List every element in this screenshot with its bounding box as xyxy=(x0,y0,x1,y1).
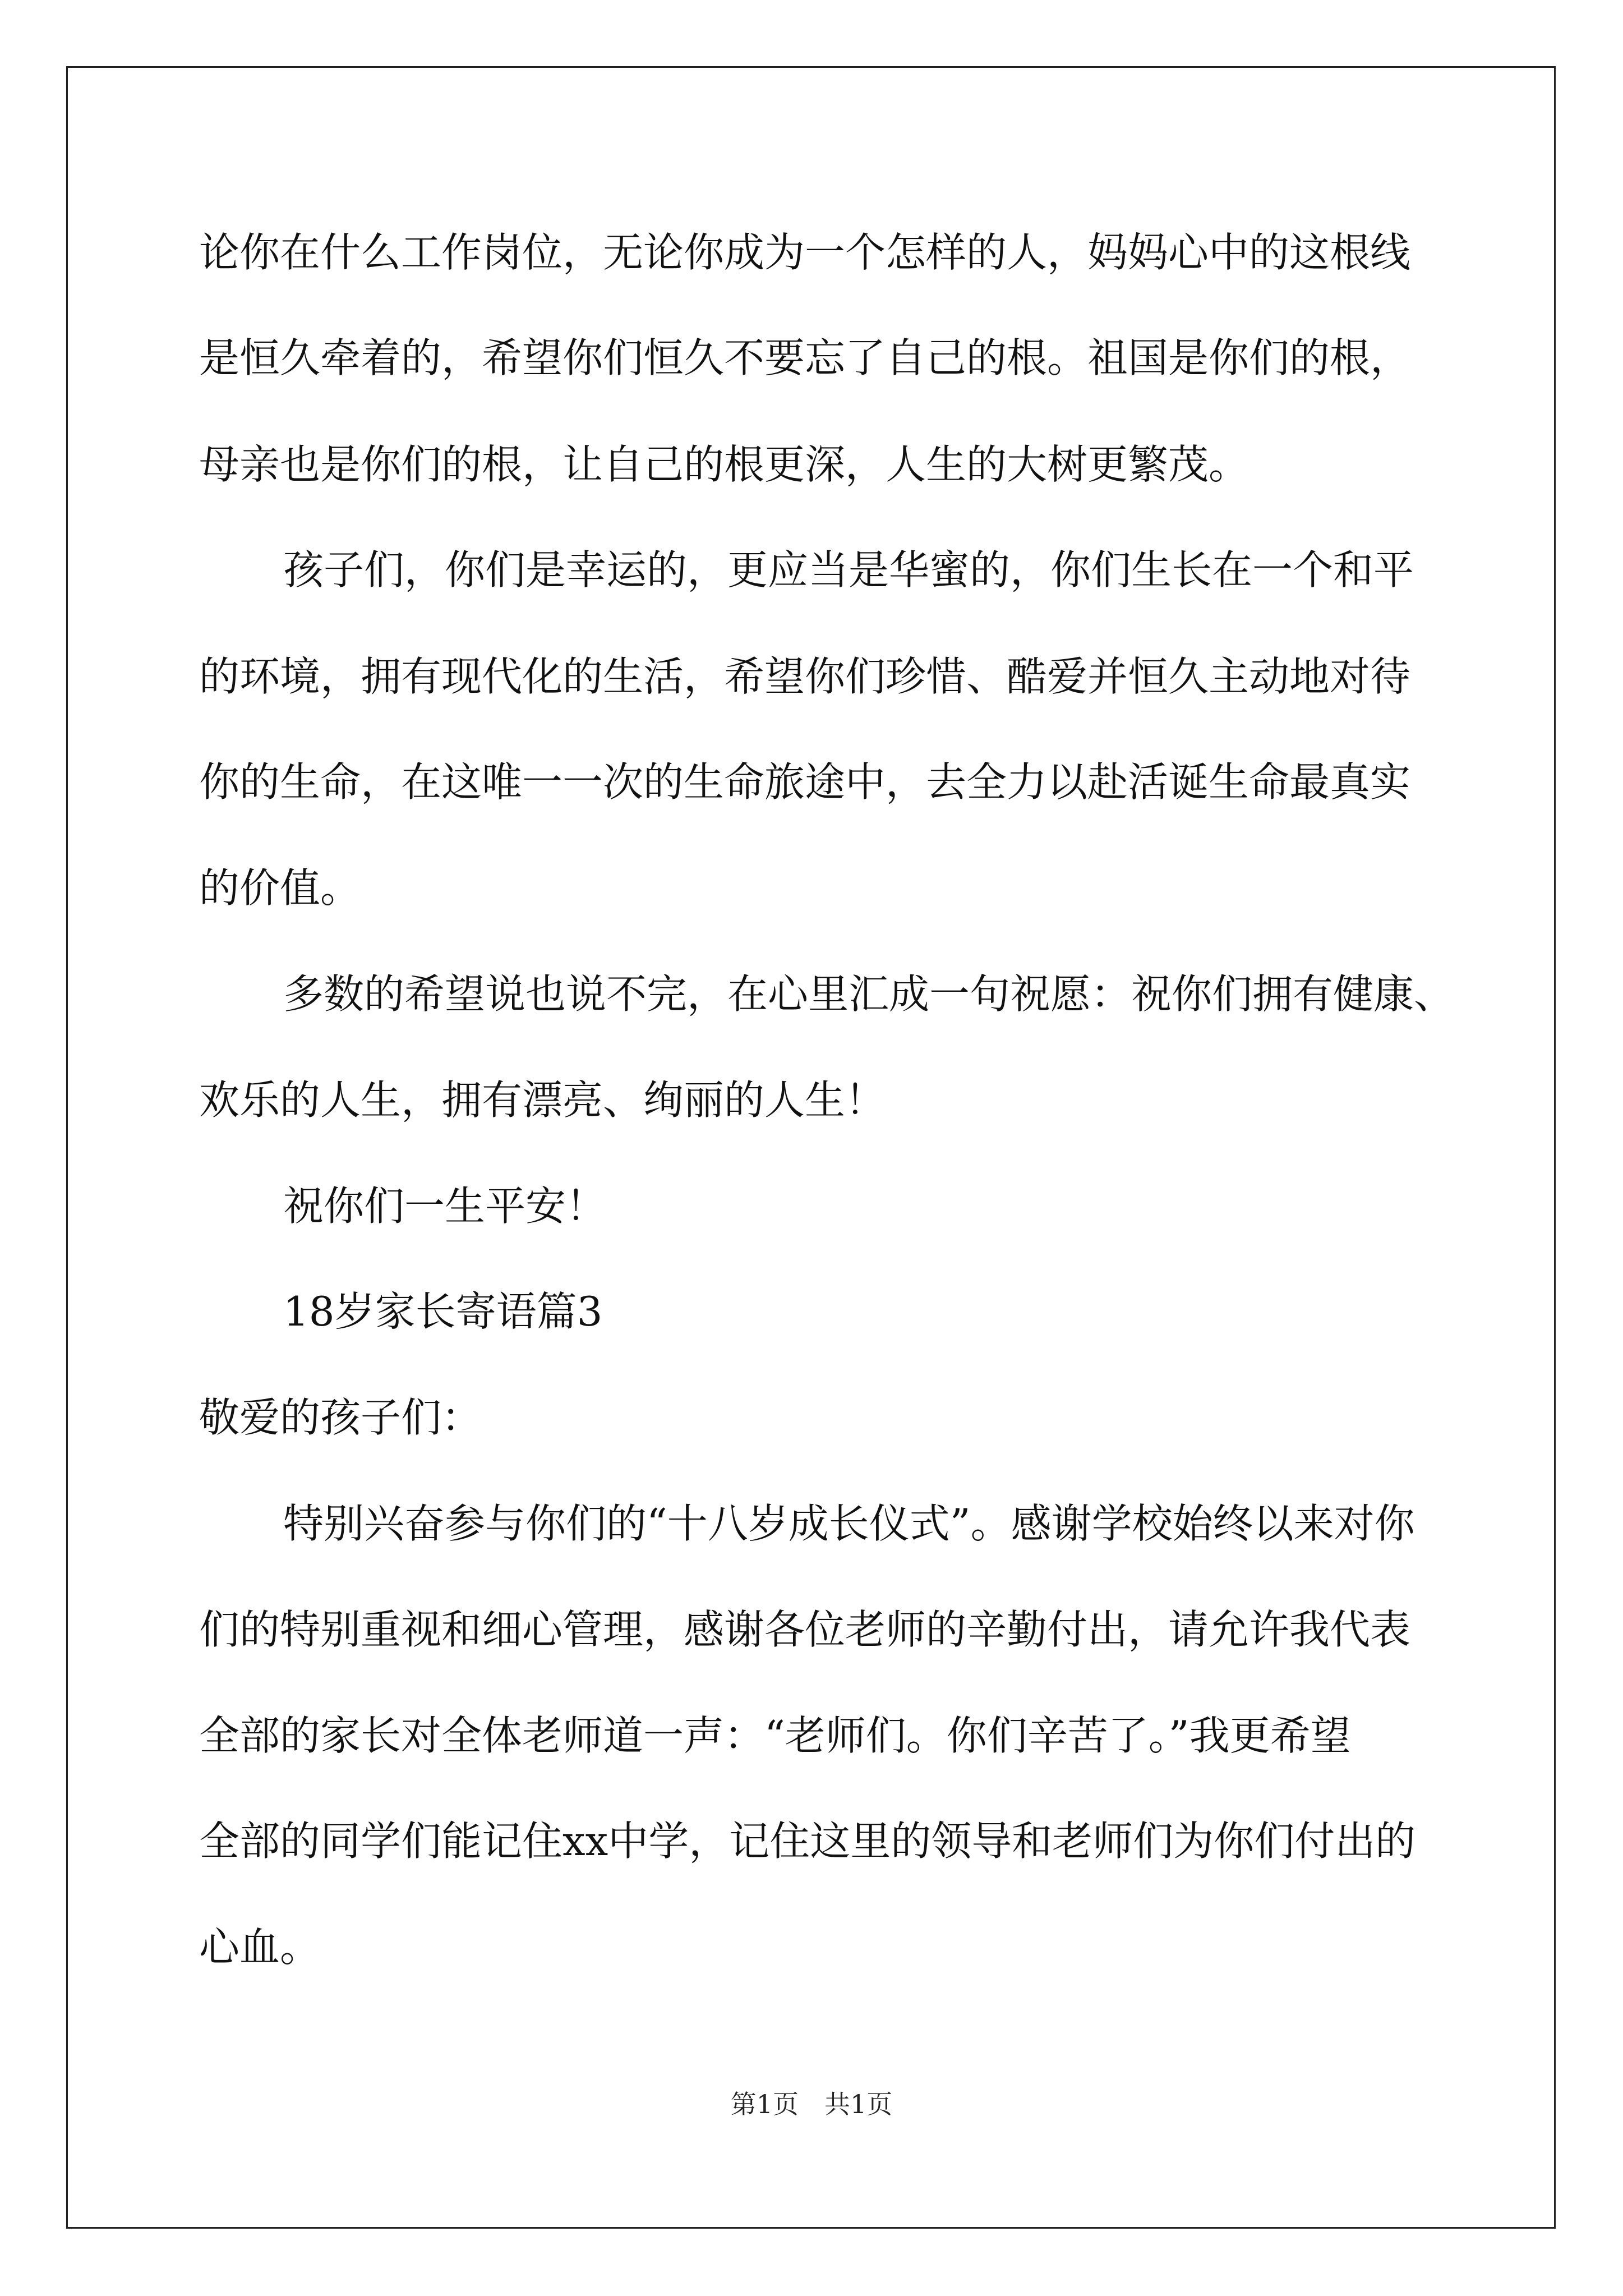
salutation: 敬爱的孩子们： xyxy=(199,1394,482,1441)
body-line: 全部的同学们能记住xx中学，记住这里的领导和老师们为你们付出的 xyxy=(199,1818,1416,1865)
body-line: 的环境，拥有现代化的生活，希望你们珍惜、酷爱并恒久主动地对待 xyxy=(199,653,1411,700)
body-line: 论你在什么工作岗位，无论你成为一个怎样的人，妈妈心中的这根线 xyxy=(199,229,1411,276)
page-total: 共1页 xyxy=(824,2089,893,2119)
body-line: 多数的希望说也说不完，在心里汇成一句祝愿：祝你们拥有健康、 xyxy=(283,970,1455,1018)
body-line: 祝你们一生平安！ xyxy=(283,1182,607,1230)
body-line: 母亲也是你们的根，让自己的根更深，人生的大树更繁茂。 xyxy=(199,441,1249,488)
body-line: 全部的家长对全体老师道一声：“老师们。你们辛苦了。”我更希望 xyxy=(199,1712,1351,1759)
page-border xyxy=(66,66,1556,2229)
section-heading: 18岁家长寄语篇3 xyxy=(283,1288,603,1335)
page-number: 第1页 xyxy=(730,2089,799,2119)
body-line: 是恒久牵着的，希望你们恒久不要忘了自己的根。祖国是你们的根， xyxy=(199,334,1411,381)
body-line: 们的特别重视和细心管理，感谢各位老师的辛勤付出，请允许我代表 xyxy=(199,1606,1411,1653)
body-line: 的价值。 xyxy=(199,864,361,912)
body-line: 欢乐的人生，拥有漂亮、绚丽的人生！ xyxy=(199,1076,886,1124)
body-line: 特别兴奋参与你们的“十八岁成长仪式”。感谢学校始终以来对你 xyxy=(283,1500,1415,1547)
body-line: 你的生命，在这唯一一次的生命旅途中，去全力以赴活诞生命最真实 xyxy=(199,758,1411,806)
page-footer xyxy=(0,2091,1623,2117)
body-line: 心血。 xyxy=(199,1924,321,1971)
body-line: 孩子们，你们是幸运的，更应当是华蜜的，你们生长在一个和平 xyxy=(283,546,1414,593)
